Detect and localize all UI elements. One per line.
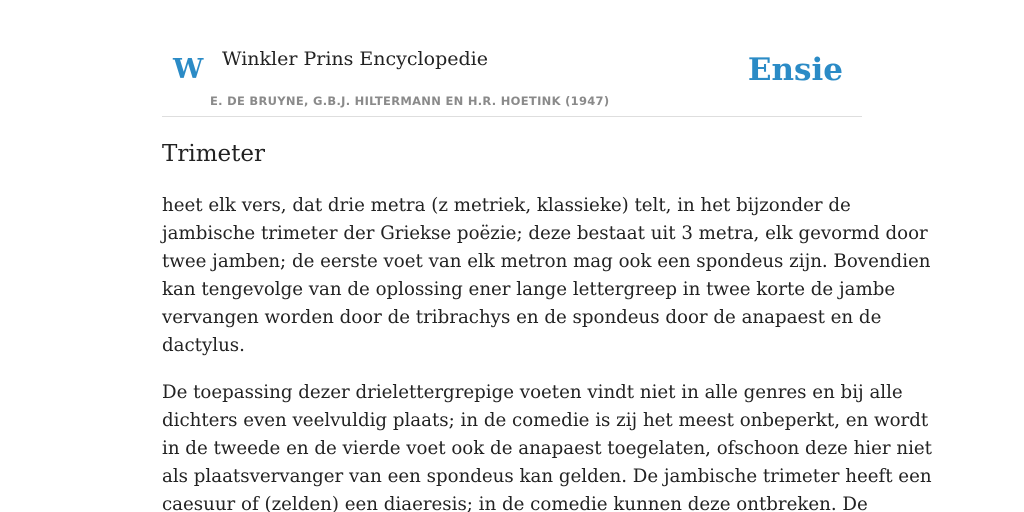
text-line: De toepassing dezer drielettergrepige voeten vindt niet in alle genres en bij alle	[162, 382, 903, 403]
article-paragraph-1	[162, 192, 931, 360]
source-authors: E. DE BRUYNE, G.B.J. HILTERMANN EN H.R. HOETINK (1947)	[210, 94, 610, 108]
source-title[interactable]: Winkler Prins Encyclopedie	[222, 48, 488, 70]
article-title: Trimeter	[162, 141, 265, 167]
text-line: kan tengevolge van de oplossing ener lange lettergreep in twee korte de jambe	[162, 279, 896, 300]
text-line: vervangen worden door de tribrachys en de spondeus door de anapaest en de	[162, 307, 882, 328]
ensie-brand-link[interactable]: Ensie	[747, 52, 843, 88]
article-body	[162, 192, 932, 512]
text-line: in de tweede en de vierde voet ook de anapaest toegelaten, ofschoon deze hier niet	[162, 438, 932, 459]
winkler-prins-logo[interactable]: W	[173, 54, 204, 85]
text-line: dichters even veelvuldig plaats; in de comedie is zij het meest onbeperkt, en wordt	[162, 410, 929, 431]
text-line: twee jamben; de eerste voet van elk metron mag ook een spondeus zijn. Bovendien	[162, 251, 931, 272]
text-line: jambische trimeter der Griekse poëzie; deze bestaat uit 3 metra, elk gevormd door	[162, 223, 928, 244]
article-paragraph-2	[162, 379, 932, 512]
text-line: heet elk vers, dat drie metra (z metriek, klassieke) telt, in het bijzonder de	[162, 195, 851, 216]
text-line: als plaatsvervanger van een spondeus kan gelden. De jambische trimeter heeft een	[162, 466, 932, 487]
text-line: caesuur of (zelden) een diaeresis; in de comedie kunnen deze ontbreken. De	[162, 494, 868, 512]
text-line: dactylus.	[162, 335, 245, 356]
source-header	[162, 0, 862, 117]
